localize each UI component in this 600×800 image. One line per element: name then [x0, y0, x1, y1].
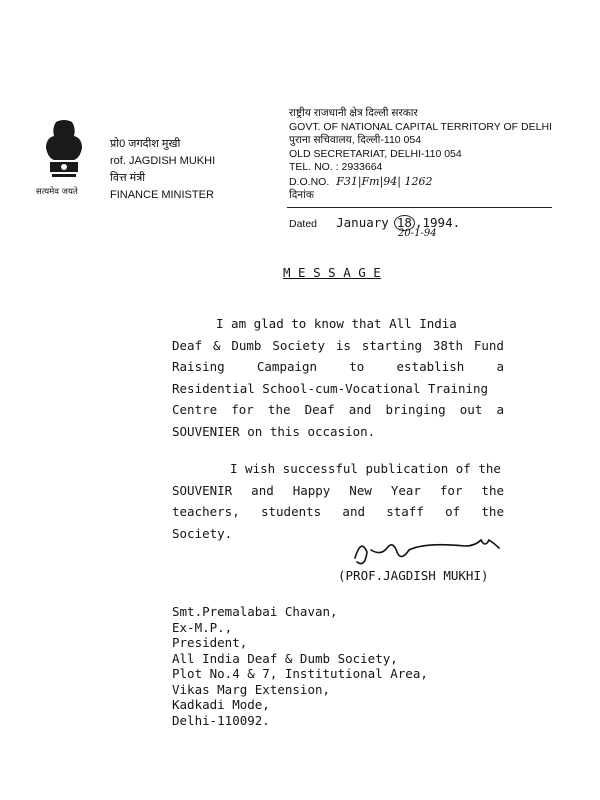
word: starting: [361, 337, 423, 353]
para2-line2: [172, 480, 504, 502]
national-emblem-icon: [42, 118, 86, 196]
para1-line3: [172, 356, 504, 378]
address-line: Smt.Premalabai Chavan,: [172, 604, 338, 619]
para1-line5: [172, 399, 504, 421]
address-line: Vikas Marg Extension,: [172, 681, 331, 697]
word: staff: [386, 504, 424, 519]
government-block: [289, 107, 552, 203]
signatory-name: (PROF.JAGDISH MUKHI): [338, 568, 489, 583]
date-day-circled: 18: [394, 215, 415, 231]
para2-line3: [172, 501, 504, 523]
message-body: [172, 313, 504, 544]
word: New: [349, 482, 372, 498]
word: to: [349, 359, 365, 374]
address-line: Plot No.4 & 7, Institutional Area,: [172, 666, 428, 681]
word: for: [439, 482, 463, 498]
word: of: [445, 504, 461, 519]
word: students: [260, 504, 322, 519]
dated-label: Dated: [289, 218, 318, 230]
word: SOUVENIR: [172, 482, 233, 498]
word: Raising: [172, 359, 225, 374]
word: Happy: [292, 482, 331, 498]
date-note-handwritten: 20-1-94: [398, 228, 437, 239]
word: a: [496, 359, 504, 374]
word: and: [348, 402, 372, 417]
word: Fund: [473, 337, 504, 353]
word: the: [481, 482, 504, 498]
word: and: [251, 482, 274, 498]
word: 38th: [432, 337, 463, 353]
date-divider: [287, 207, 552, 208]
emblem-caption: सत्यमेव जयते: [36, 187, 78, 197]
para1-line2: [172, 335, 504, 357]
word: Dumb: [231, 337, 262, 353]
word: Deaf: [172, 337, 203, 353]
paragraph-gap: [172, 442, 504, 458]
word: teachers,: [172, 504, 240, 519]
word: is: [335, 337, 351, 353]
minister-title-hindi: वित्त मंत्री: [110, 172, 146, 184]
do-number-handwritten: F31|Fm|94| 1262: [336, 174, 433, 188]
dinank-label: दिनांक: [289, 189, 314, 201]
secretariat-english: OLD SECRETARIAT, DELHI-110 054: [289, 147, 462, 160]
word: for: [231, 402, 254, 417]
word: the: [481, 504, 504, 519]
govt-name-english: GOVT. OF NATIONAL CAPITAL TERRITORY OF DELHI: [289, 120, 552, 133]
govt-name-hindi: राष्ट्रीय राजधानी क्षेत्र दिल्ली सरकार: [289, 107, 418, 119]
address-line: President,: [172, 635, 248, 650]
para1-line1: I am glad to know that All India: [216, 316, 457, 331]
word: Society: [272, 337, 326, 353]
minister-name-hindi: प्रो0 जगदीश मुखी: [110, 138, 181, 150]
address-line: Kadkadi Mode,: [172, 697, 270, 712]
word: out: [459, 402, 483, 417]
minister-block: [110, 136, 215, 204]
word: bringing: [385, 402, 446, 417]
do-label: D.O.NO.: [289, 175, 330, 188]
date-year: ,1994.: [414, 215, 461, 230]
address-line: Delhi-110092.: [172, 712, 270, 728]
date-month: January: [336, 215, 389, 230]
address-line: Ex-M.P.,: [172, 619, 233, 635]
secretariat-hindi: पुराना सचिवालय, दिल्ली-110 054: [289, 134, 422, 146]
word: Deaf: [304, 402, 335, 417]
message-heading: M E S S A G E: [283, 265, 381, 280]
telephone-number: TEL. NO. : 2933664: [289, 161, 383, 173]
word: Year: [390, 482, 421, 498]
word: &: [212, 337, 221, 353]
para1-line6: SOUVENIER on this occasion.: [172, 423, 376, 439]
recipient-address: [172, 604, 428, 728]
address-line: All India Deaf & Dumb Society,: [172, 650, 398, 666]
word: a: [496, 402, 504, 417]
word: Centre: [172, 402, 218, 417]
para2-line1: I wish successful publication of the: [230, 461, 501, 476]
word: and: [342, 504, 365, 519]
word: the: [267, 402, 291, 417]
para1-line4: Residential School-cum-Vocational Training: [172, 380, 489, 396]
minister-name-english: rof. JAGDISH MUKHI: [110, 155, 216, 167]
do-number-row: [289, 175, 552, 190]
minister-title-english: FINANCE MINISTER: [110, 189, 214, 201]
word: Campaign: [256, 359, 318, 374]
para2-line4: Society.: [172, 525, 233, 541]
word: establish: [396, 359, 465, 374]
